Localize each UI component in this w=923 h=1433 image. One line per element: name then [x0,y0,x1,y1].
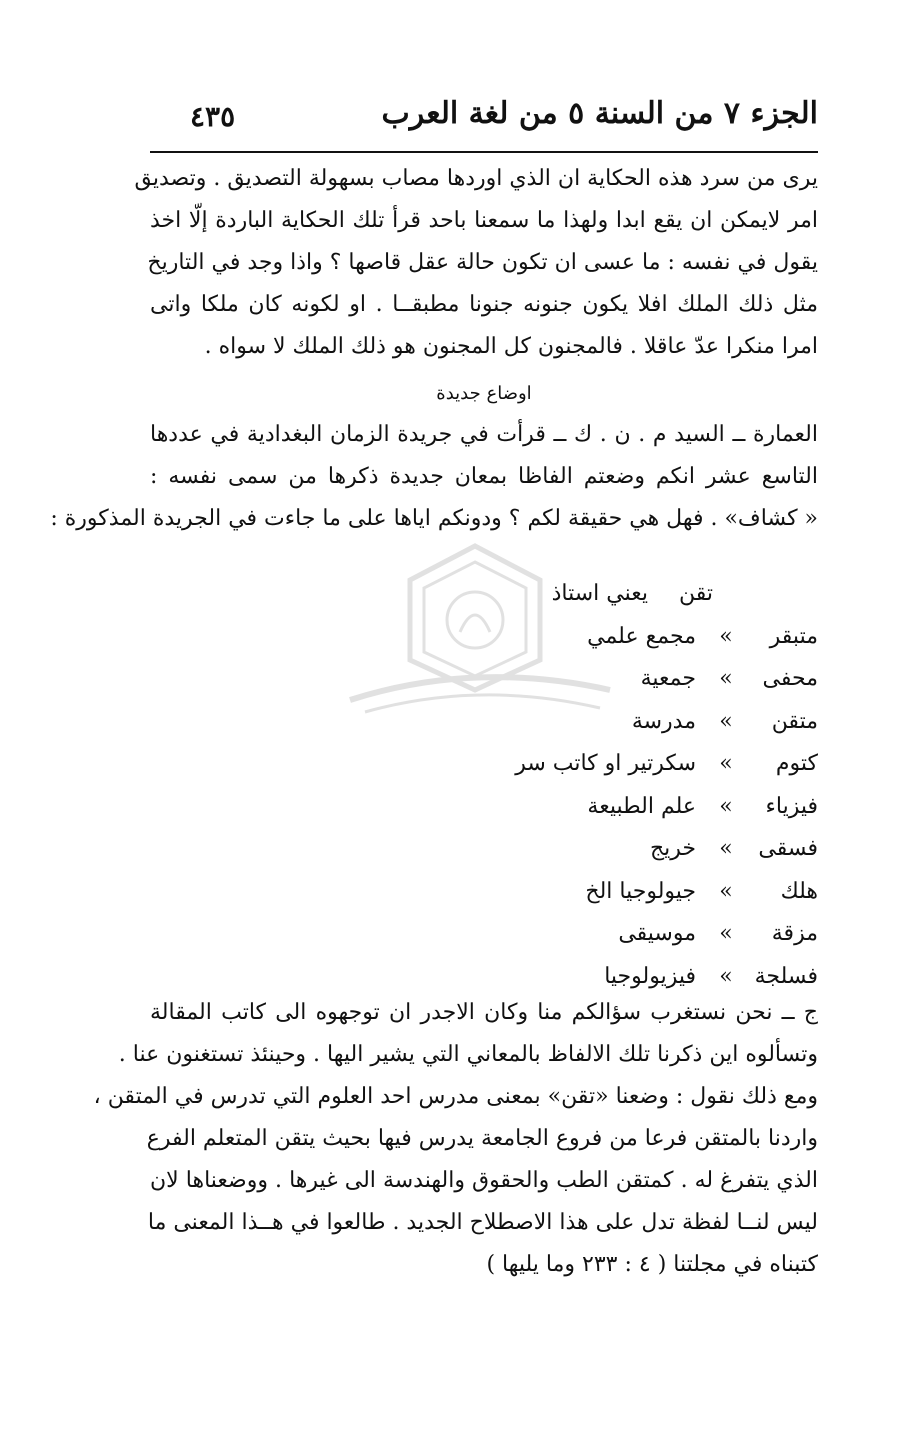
glossary-term: فيزياء [765,793,818,819]
page-number: ٤٣٥ [190,100,236,133]
paragraph-story-commentary [134,158,818,368]
text-line: الذي يتفرغ له . كمتقن الطب والحقوق والهندسة الى غيرها . ووضعناها لان [150,1168,818,1193]
text-line: امرا منكرا عدّ عاقلا . فالمجنون كل المجنون هو ذلك الملك لا سواه . [204,334,818,359]
ditto-mark: » [719,921,733,946]
ditto-mark: » [719,793,733,819]
paragraph-answer [93,992,818,1286]
glossary-row [150,701,818,744]
ditto-mark: » [719,708,733,734]
glossary-row [150,658,818,701]
text-line: يرى من سرد هذه الحكاية ان الذي اوردها مصاب بسهولة التصديق . وتصديق [134,166,818,191]
ditto-mark: » [719,836,733,861]
ditto-mark: » [719,963,733,989]
glossary-meaning: مجمع علمي [587,623,696,649]
ditto-mark: » [719,623,733,649]
glossary-meaning: خريج [649,836,696,861]
glossary-meaning: يعني استاذ [551,581,648,606]
text-line: ج ــ نحن نستغرب سؤالكم منا وكان الاجدر ان توجهوه الى كاتب المقالة [150,1000,818,1025]
glossary-row [150,786,818,829]
text-line: واردنا بالمتقن فرعا من فروع الجامعة يدرس فيها بحيث يتقن المتعلم الفرع [146,1126,818,1151]
glossary-meaning: سكرتير او كاتب سر [515,751,696,776]
text-line: مثل ذلك الملك افلا يكون جنونه جنونا مطبقــا . او لكونه كان ملكا واتى [150,292,818,317]
glossary-term: كتوم [775,751,818,776]
ditto-mark: » [719,751,733,776]
glossary-row [150,871,818,914]
text-line: ليس لنــا لفظة تدل على هذا الاصطلاح الجديد . طالعوا في هــذا المعنى ما [147,1210,818,1235]
paragraph-question [50,414,818,540]
page-header [150,80,818,150]
glossary-row [150,828,818,871]
glossary-term: فسلجة [754,963,818,989]
section-title: اوضاع جديدة [436,383,532,404]
glossary-meaning: فيزيولوجيا [604,963,696,989]
glossary-term: مزقة [771,921,818,946]
glossary-list [150,573,818,998]
text-line: ومع ذلك نقول : وضعنا «تقن» بمعنى مدرس احد العلوم التي تدرس في المتقن ، [93,1084,818,1109]
glossary-header-row [150,573,818,616]
text-line: وتسألوه اين ذكرنا تلك الالفاظ بالمعاني التي يشير اليها . وحينئذ تستغنون عنا . [118,1042,818,1067]
glossary-meaning: موسيقى [618,921,696,946]
text-line: التاسع عشر انكم وضعتم الفاظا بمعان جديدة ذكرها من سمى نفسه : [150,464,818,489]
glossary-row [150,616,818,659]
glossary-term: فسقى [758,836,818,861]
header-rule [150,151,818,153]
text-line: العمارة ــ السيد م . ن . ك ــ قرأت في جريدة الزمان البغدادية في عددها [150,422,818,447]
glossary-meaning: جيولوجيا الخ [585,878,696,904]
text-line: « كشاف» . فهل هي حقيقة لكم ؟ ودونكم اياها على ما جاءت في الجريدة المذكورة : [50,506,818,531]
text-line: كتبناه في مجلتنا ( ٤ : ٢٣٣ وما يليها ) [486,1252,818,1277]
glossary-meaning: مدرسة [631,708,696,734]
text-line: امر لايمكن ان يقع ابدا ولهذا ما سمعنا باحد قرأ تلك الحكاية الباردة إلّا اخذ [150,208,818,233]
glossary-meaning: جمعية [640,666,696,691]
ditto-mark: » [719,878,733,904]
glossary-term: متقن [771,708,818,734]
ditto-mark: » [719,666,733,691]
text-line: يقول في نفسه : ما عسى ان تكون حالة عقل قاصها ؟ واذا وجد في التاريخ [147,250,818,275]
glossary-meaning: علم الطبيعة [587,793,696,819]
glossary-row [150,913,818,956]
glossary-term: تقن [679,581,713,606]
glossary-row [150,743,818,786]
running-title: الجزء ٧ من السنة ٥ من لغة العرب [381,96,818,131]
glossary-term: متبقر [769,623,818,649]
glossary-term: محفى [762,666,818,691]
glossary-term: هلك [780,878,818,904]
